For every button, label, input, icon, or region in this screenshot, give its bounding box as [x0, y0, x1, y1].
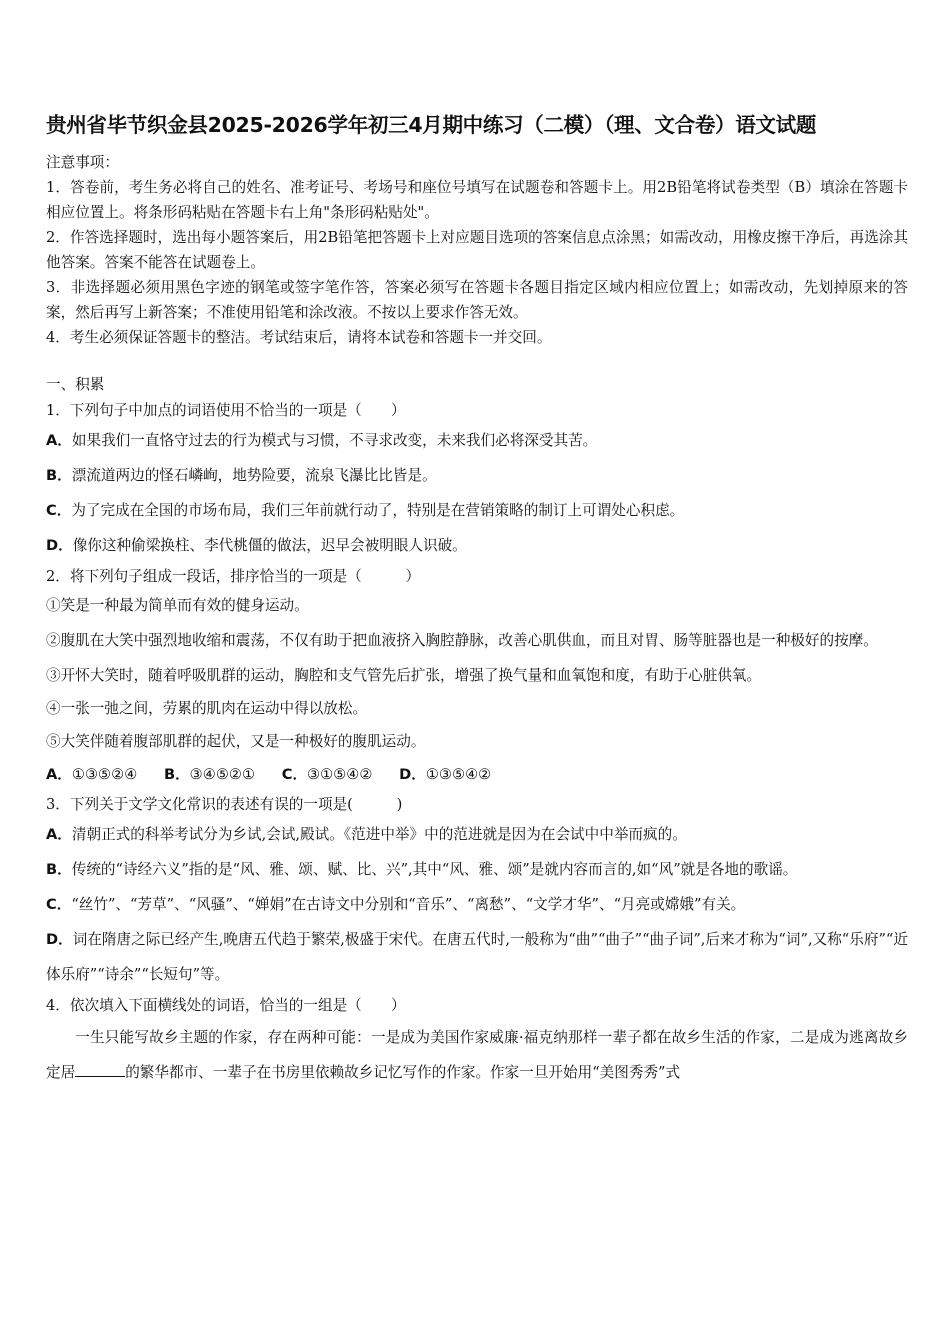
statement-item: ④一张一弛之间，劳累的肌肉在运动中得以放松。: [46, 700, 368, 717]
notice-heading: 注意事项：: [46, 154, 119, 171]
option-a: A．①③⑤②④: [46, 766, 138, 783]
option-d: D．像你这种偷梁换柱、李代桃僵的做法，迟早会被明眼人识破。: [46, 537, 467, 554]
question-stem: 4．依次填入下面横线处的词语，恰当的一组是（ ）: [46, 997, 406, 1014]
option-b: B．传统的“诗经六义”指的是“风、雅、颂、赋、比、兴”,其中“风、雅、颂”是就内容而言的,如“风”就是各地的歌谣。: [46, 861, 798, 878]
option-b: B．③④⑤②①: [163, 766, 256, 783]
statement-item: ⑤大笑伴随着腹部肌群的起伏，又是一种极好的腹肌运动。: [46, 733, 426, 750]
statement-item: ①笑是一种最为简单而有效的健身运动。: [46, 597, 309, 614]
question-stem: 1．下列句子中加点的词语使用不恰当的一项是（ ）: [46, 402, 406, 419]
question-2: [46, 565, 908, 791]
fill-blank: [75, 1062, 125, 1077]
passage-paragraph: 一生只能写故乡主题的作家，存在两种可能：一是成为美国作家威廉·福克纳那样一辈子都在故乡生活的作家，二是成为逃离故乡定居 的繁华都市、一辈子在书房里依赖故乡记忆写作的作家。作家一旦开始用“美图秀秀”式: [46, 1029, 908, 1081]
question-3: [46, 793, 908, 992]
statement-item: ③开怀大笑时，随着呼吸肌群的运动，胸腔和支气管先后扩张，增强了换气量和血氧饱和度，有助于心脏供氧。: [46, 667, 762, 684]
option-row: [46, 758, 908, 791]
option-a: A．如果我们一直恪守过去的行为模式与习惯，不寻求改变，未来我们必将深受其苦。: [46, 432, 598, 449]
notice-item: 3．非选择题必须用黑色字迹的钢笔或签字笔作答，答案必须写在答题卡各题目指定区域内相应位置上；如需改动，先划掉原来的答案，然后再写上新答案；不准使用铅笔和涂改液。不按以上要求作答无效。: [46, 279, 908, 321]
notice-item: 4．考生必须保证答题卡的整洁。考试结束后，请将本试卷和答题卡一并交回。: [46, 329, 552, 346]
question-stem: 3．下列关于文学文化常识的表述有误的一项是( ): [46, 796, 403, 813]
statement-item: ②腹肌在大笑中强烈地收缩和震荡，不仅有助于把血液挤入胸腔静脉，改善心肌供血，而且对胃、肠等脏器也是一种极好的按摩。: [46, 632, 878, 649]
notice-item: 2．作答选择题时，选出每小题答案后，用2B铅笔把答题卡上对应题目选项的答案信息点涂黑；如需改动，用橡皮擦干净后，再选涂其他答案。答案不能答在试题卷上。: [46, 229, 908, 271]
notice-block: [46, 150, 908, 350]
option-a: A．清朝正式的科举考试分为乡试,会试,殿试。《范进中举》中的范进就是因为在会试中中举而疯的。: [46, 826, 687, 843]
question-stem: 2．将下列句子组成一段话，排序恰当的一项是（ ）: [46, 568, 421, 585]
exam-page: [46, 108, 908, 1090]
option-d: D．词在隋唐之际已经产生,晚唐五代趋于繁荣,极盛于宋代。在唐五代时,一般称为“曲”“曲子”“曲子词”,后来才称为“词”,又称“乐府”“近体乐府”“诗余”“长短句”等。: [46, 931, 908, 983]
option-c: C．为了完成在全国的市场布局，我们三年前就行动了，特别是在营销策略的制订上可谓处心积虑。: [46, 502, 685, 519]
option-d: D．①③⑤④②: [399, 766, 492, 783]
option-b: B．漂流道两边的怪石嶙峋，地势险要，流泉飞瀑比比皆是。: [46, 467, 437, 484]
section-heading: 一、积累: [46, 376, 105, 393]
exam-title: 贵州省毕节织金县2025-2026学年初三4月期中练习（二模）（理、文合卷）语文试题: [46, 113, 817, 137]
question-4: [46, 994, 908, 1090]
option-c: C．③①⑤④②: [281, 766, 373, 783]
option-c: C．“丝竹”、“芳草”、“风骚”、“婵娟”在古诗文中分别和“音乐”、“离愁”、“文学才华”、“月亮或嫦娥”有关。: [46, 896, 746, 913]
notice-item: 1．答卷前，考生务必将自己的姓名、准考证号、考场号和座位号填写在试题卷和答题卡上。用2B铅笔将试卷类型（B）填涂在答题卡相应位置上。将条形码粘贴在答题卡右上角"条形码粘贴处"。: [46, 179, 908, 221]
question-1: [46, 399, 908, 563]
